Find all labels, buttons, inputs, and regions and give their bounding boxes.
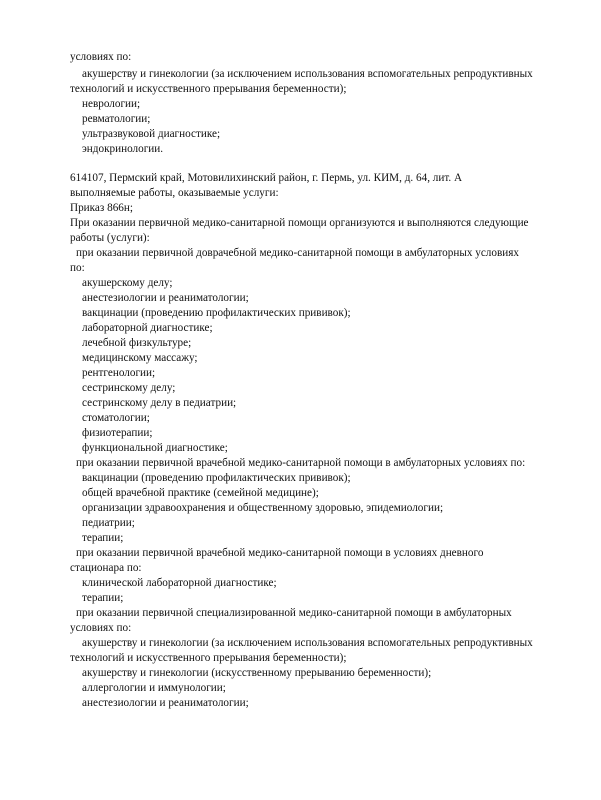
list-item: педиатрии;: [82, 517, 135, 529]
list-item: акушерскому делу;: [82, 277, 173, 289]
list-item-continuation: технологий и искусственного прерывания беременности);: [70, 83, 347, 95]
list-item: клинической лабораторной диагностике;: [82, 577, 277, 589]
section-heading-continuation: по:: [70, 262, 85, 274]
list-item: ревматологии;: [82, 113, 151, 125]
list-item: акушерству и гинекологии (искусственному прерыванию беременности);: [82, 667, 432, 679]
works-label: выполняемые работы, оказываемые услуги:: [70, 187, 279, 199]
list-item: ультразвуковой диагностике;: [82, 128, 221, 140]
list-item: рентгенологии;: [82, 367, 156, 379]
list-item: лабораторной диагностике;: [82, 322, 213, 334]
list-item: медицинскому массажу;: [82, 352, 198, 364]
list-item: лечебной физкультуре;: [82, 337, 192, 349]
list-item: вакцинации (проведению профилактических прививок);: [82, 307, 351, 319]
list-item: неврологии;: [82, 98, 141, 110]
list-item: физиотерапии;: [82, 427, 153, 439]
list-item: анестезиологии и реаниматологии;: [82, 292, 249, 304]
section-heading-continuation: стационара по:: [70, 562, 142, 574]
list-item: терапии;: [82, 592, 124, 604]
list-item: сестринскому делу;: [82, 382, 176, 394]
list-item: эндокринологии.: [82, 143, 164, 155]
list-item: акушерству и гинекологии (за исключением использования вспомогательных репродуктивных: [82, 68, 533, 80]
intro-paragraph: При оказании первичной медико-санитарной помощи организуются и выполняются следующие: [70, 217, 529, 229]
list-item: вакцинации (проведению профилактических прививок);: [82, 472, 351, 484]
list-item-continuation: технологий и искусственного прерывания беременности);: [70, 652, 347, 664]
list-item: общей врачебной практике (семейной медицине);: [82, 487, 319, 499]
block1-heading: условиях по:: [70, 51, 132, 63]
list-item: организации здравоохранения и общественному здоровью, эпидемиологии;: [82, 502, 444, 514]
order-reference: Приказ 866н;: [70, 202, 133, 214]
list-item: аллергологии и иммунологии;: [82, 682, 226, 694]
section-heading: при оказании первичной врачебной медико-санитарной помощи в амбулаторных условиях по:: [76, 457, 526, 469]
section-heading-continuation: условиях по:: [70, 622, 132, 634]
list-item: стоматологии;: [82, 412, 150, 424]
address-line: 614107, Пермский край, Мотовилихинский район, г. Пермь, ул. КИМ, д. 64, лит. А: [70, 172, 463, 184]
section-heading: при оказании первичной специализированной медико-санитарной помощи в амбулаторных: [76, 607, 512, 619]
list-item: анестезиологии и реаниматологии;: [82, 697, 249, 709]
intro-paragraph-continuation: работы (услуги):: [70, 232, 150, 244]
section-heading: при оказании первичной врачебной медико-санитарной помощи в условиях дневного: [76, 547, 484, 559]
section-heading: при оказании первичной доврачебной медико-санитарной помощи в амбулаторных условиях: [76, 247, 519, 259]
list-item: сестринскому делу в педиатрии;: [82, 397, 237, 409]
list-item: терапии;: [82, 532, 124, 544]
list-item: функциональной диагностике;: [82, 442, 228, 454]
list-item: акушерству и гинекологии (за исключением использования вспомогательных репродуктивных: [82, 637, 533, 649]
